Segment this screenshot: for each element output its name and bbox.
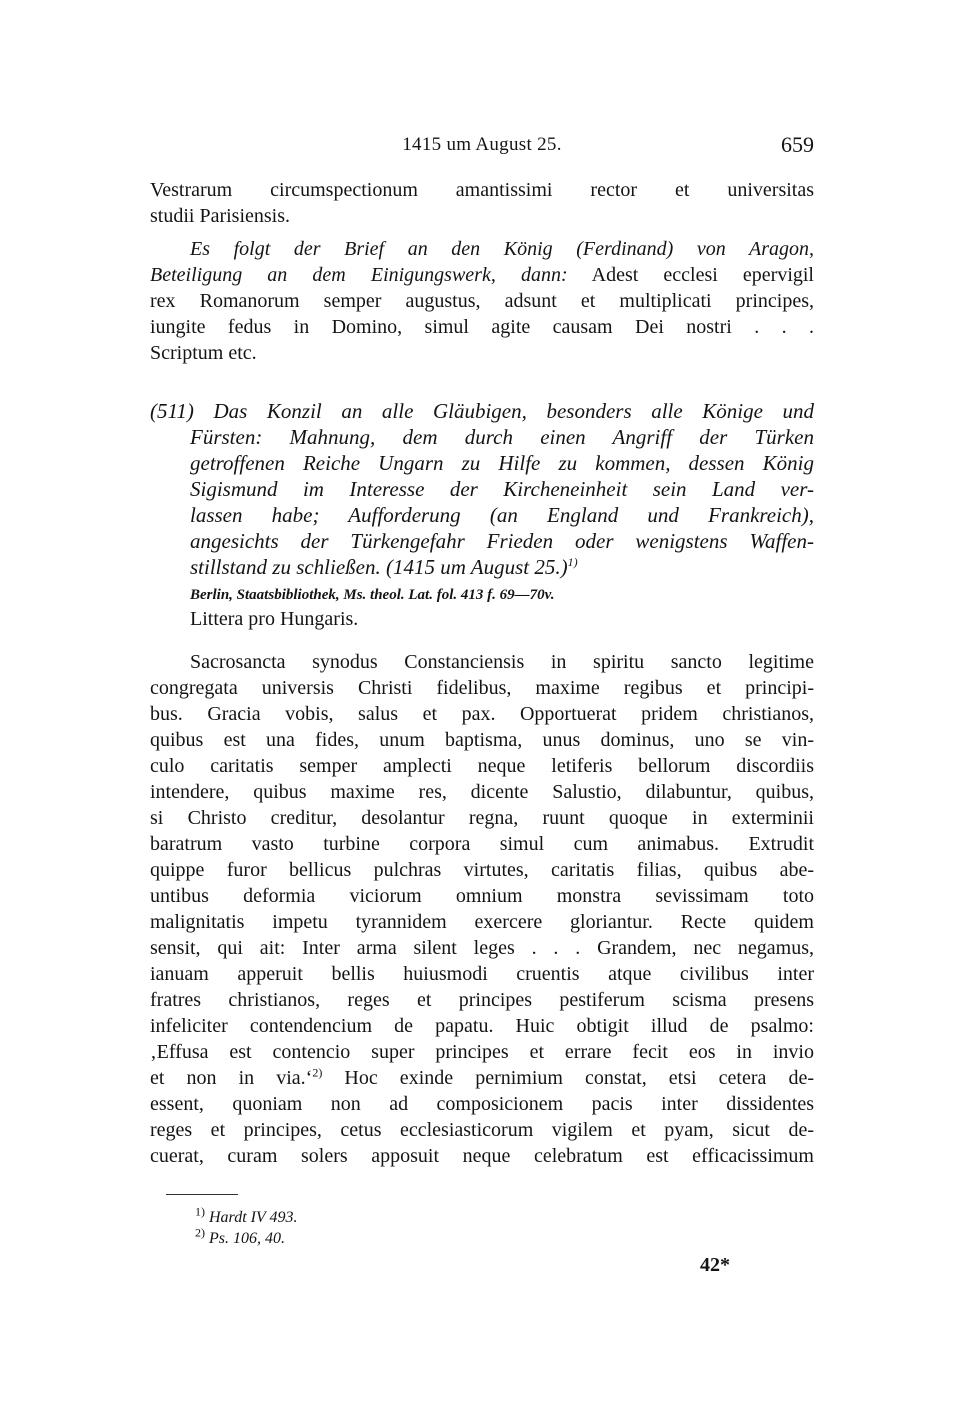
letter-heading: Littera pro Hungaris. — [190, 608, 359, 630]
paragraph-closing — [150, 177, 814, 229]
text-line: quippe furor bellicus pulchras virtutes, caritatis filias, quibus abe- — [150, 859, 814, 881]
source-reference — [150, 584, 814, 632]
text-line: rex Romanorum semper augustus, adsunt et multiplicati principes, — [150, 290, 814, 312]
quote-text: et non in via.‘ — [150, 1067, 313, 1089]
footnote-1 — [195, 1204, 298, 1228]
document-title-511 — [150, 398, 814, 580]
footnote-separator — [166, 1194, 238, 1195]
signature-mark: 42* — [700, 1254, 730, 1276]
text-line: intendere, quibus maxime res, dicente Salustio, dilabuntur, quibus, — [150, 781, 814, 803]
running-header — [150, 134, 814, 162]
text-line: reges et principes, cetus ecclesiasticorum vigilem et pyam, sicut de- — [150, 1119, 814, 1141]
title-line: getroffenen Reiche Ungarn zu Hilfe zu kommen, dessen König — [190, 451, 814, 475]
footnote-2 — [195, 1225, 285, 1249]
footnote-text: Ps. 106, 40. — [209, 1230, 285, 1247]
text-line: si Christo creditur, desolantur regna, ruunt quoque in exterminii — [150, 807, 814, 829]
text-line: ‚Effusa est contencio super principes et errare fecit eos in invio — [150, 1041, 814, 1063]
text-line: cuerat, curam solers apposuit neque celebratum est efficacissimum — [150, 1145, 814, 1167]
title-line: lassen habe; Aufforderung (an England und Frankreich), — [190, 503, 814, 527]
text-line: studii Parisiensis. — [150, 205, 291, 227]
text-line: untibus deformia viciorum omnium monstra sevissimam toto — [150, 885, 814, 907]
running-title: 1415 um August 25. — [402, 134, 562, 155]
footnote-ref: 2) — [312, 1065, 323, 1080]
text-line: baratrum vasto turbine corpora simul cum animabus. Extrudit — [150, 833, 814, 855]
paragraph-note — [150, 236, 814, 366]
text-line — [150, 262, 814, 288]
footnote-mark: 1) — [195, 1204, 205, 1219]
footnote-mark: 2) — [195, 1225, 205, 1240]
text-line: Sacrosancta synodus Constanciensis in spiritu sancto legitime — [190, 651, 814, 673]
title-line — [150, 554, 814, 580]
text-line: fratres christianos, reges et principes pestiferum scisma presens — [150, 989, 814, 1011]
text-line: culo caritatis semper amplecti neque letiferis bellorum discordiis — [150, 755, 814, 777]
text-line: sensit, qui ait: Inter arma silent leges . . . Grandem, nec negamus, — [150, 937, 814, 959]
text-line: infeliciter contendencium de papatu. Huic obtigit illud de psalmo: — [150, 1015, 814, 1037]
title-line: Fürsten: Mahnung, dem durch einen Angriff der Türken — [190, 425, 814, 449]
title-line: Sigismund im Interesse der Kircheneinheit sein Land ver- — [190, 477, 814, 501]
page-number: 659 — [781, 132, 814, 157]
text-line: malignitatis impetu tyrannidem exercere gloriantur. Recte quidem — [150, 911, 814, 933]
text-line: essent, quoniam non ad composicionem pacis inter dissidentes — [150, 1093, 814, 1115]
italic-text: Beteiligung an dem Einigungswerk, dann: — [150, 264, 568, 286]
text-line: Vestrarum circumspectionum amantissimi rector et universitas — [150, 179, 814, 201]
source-line: Berlin, Staatsbibliothek, Ms. theol. Lat. fol. 413 f. 69—70v. — [190, 587, 555, 603]
text-span: Adest ecclesi epervigil — [591, 264, 814, 286]
letter-body — [150, 649, 814, 1169]
text-line: quibus est una fides, unum baptisma, unus dominus, uno se vin- — [150, 729, 814, 751]
text-line: congregata universis Christi fidelibus, maxime regibus et principi- — [150, 677, 814, 699]
text-line — [150, 1065, 814, 1091]
footnote-text: Hardt IV 493. — [209, 1209, 298, 1226]
footnote-ref: 1) — [567, 555, 578, 569]
text-line: Es folgt der Brief an den König (Ferdinand) von Aragon, — [190, 238, 814, 260]
text-line: ianuam apperuit bellis huiusmodi cruentis atque civilibus inter — [150, 963, 814, 985]
title-line: (511) Das Konzil an alle Gläubigen, besonders alle Könige und — [150, 399, 814, 423]
title-line: angesichts der Türkengefahr Frieden oder wenigstens Waffen- — [190, 529, 814, 553]
text-line: Scriptum etc. — [150, 342, 257, 364]
text-span: Hoc exinde pernimium constat, etsi cetera de- — [322, 1067, 814, 1089]
text-line: bus. Gracia vobis, salus et pax. Opportuerat pridem christianos, — [150, 703, 814, 725]
text-line: iungite fedus in Domino, simul agite causam Dei nostri . . . — [150, 316, 814, 338]
title-text: stillstand zu schließen. (1415 um August 25.) — [190, 555, 568, 579]
